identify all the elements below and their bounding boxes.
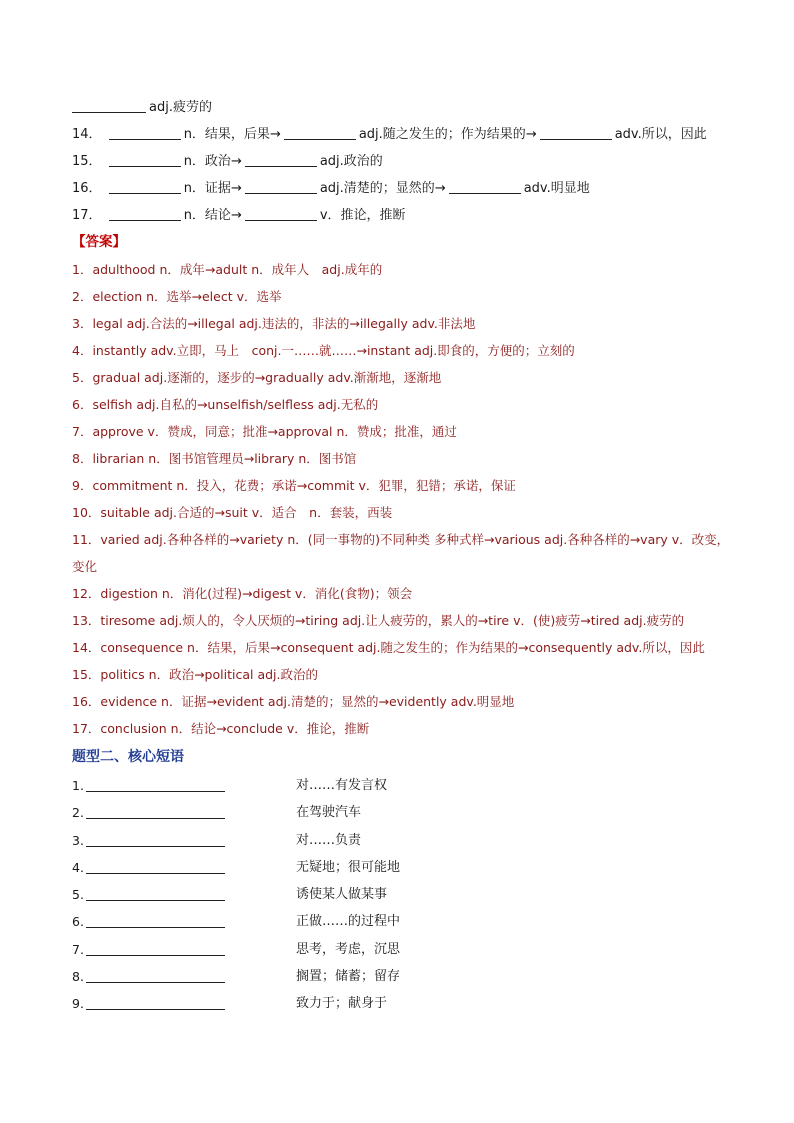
phrase-blank[interactable] [86, 968, 225, 983]
answer-item: 12．digestion n．消化(过程)→digest v．消化(食物)；领会 [72, 586, 413, 601]
phrase-row [72, 854, 732, 881]
answer-list [72, 256, 732, 742]
question-text: adj.政治的 [319, 154, 383, 169]
phrase-number: 8. [72, 969, 84, 985]
question-text: n．结果，后果 [183, 127, 270, 142]
phrase-meaning: 对……有发言权 [296, 778, 388, 793]
phrase-row [72, 772, 732, 799]
answer-blank[interactable] [245, 151, 317, 167]
vocab-questions [72, 94, 732, 229]
question-text: adv.明显地 [523, 181, 590, 196]
phrase-list [72, 772, 732, 1018]
worksheet-page [72, 94, 732, 1018]
phrase-number: 5. [72, 887, 84, 903]
question-number: 17． [72, 208, 106, 223]
answer-blank[interactable] [449, 178, 521, 194]
answer-blank[interactable] [109, 151, 181, 167]
phrase-blank[interactable] [86, 913, 225, 928]
phrase-meaning: 无疑地；很可能地 [296, 859, 401, 875]
answer-blank[interactable] [72, 97, 146, 113]
phrase-meaning: 思考，考虑，沉思 [296, 941, 401, 957]
phrase-blank[interactable] [86, 804, 225, 819]
phrase-number: 1. [72, 778, 84, 793]
arrow-icon: → [230, 154, 242, 169]
answer-blank[interactable] [284, 124, 356, 140]
question-text: adj.随之发生的；作为结果的 [358, 127, 526, 142]
answer-item: 4．instantly adv.立即，马上 conj.一……就……→instant adj.即食的，方便的；立刻的 [72, 343, 575, 358]
phrase-row [72, 936, 732, 963]
question-row [72, 148, 732, 175]
answer-item: 5．gradual adj.逐渐的，逐步的→gradually adv.渐渐地，逐渐地 [72, 370, 442, 385]
answer-item: 11．varied adj.各种各样的→variety n．(同一事物的)不同种类 多种式样→various adj.各种各样的→vary v．改变，变化 [72, 532, 730, 574]
answer-item: 2．election n．选举→elect v．选举 [72, 289, 282, 304]
answer-blank[interactable] [245, 205, 317, 221]
phrase-number: 6. [72, 914, 84, 930]
answer-item: 17．conclusion n．结论→conclude v．推论，推断 [72, 721, 370, 736]
answer-item: 1．adulthood n．成年→adult n．成年人 adj.成年的 [72, 262, 383, 277]
answer-item: 15．politics n．政治→political adj.政治的 [72, 667, 318, 682]
phrase-row [72, 990, 732, 1017]
arrow-icon: → [269, 127, 281, 142]
question-text: n．政治 [183, 154, 231, 169]
arrow-icon: → [230, 208, 242, 223]
phrase-number: 2. [72, 805, 84, 821]
phrase-meaning: 致力于；献身于 [296, 996, 388, 1012]
question-text: n．证据 [183, 181, 231, 196]
answer-item: 7．approve v．赞成，同意；批准→approval n．赞成；批准，通过 [72, 424, 457, 439]
phrase-blank[interactable] [86, 859, 225, 874]
phrase-meaning: 对……负责 [296, 832, 362, 848]
answer-item: 3．legal adj.合法的→illegal adj.违法的，非法的→illegally adv.非法地 [72, 316, 476, 331]
phrase-blank[interactable] [86, 832, 225, 847]
phrase-row [72, 908, 732, 935]
answer-item: 14．consequence n．结果，后果→consequent adj.随之发生的；作为结果的→consequently adv.所以，因此 [72, 640, 705, 655]
answer-item: 10．suitable adj.合适的→suit v．适合 n．套装，西装 [72, 505, 393, 520]
phrase-meaning: 搁置；储蓄；留存 [296, 969, 401, 985]
phrase-blank[interactable] [86, 941, 225, 956]
phrase-row [72, 799, 732, 826]
question-text: adj.清楚的；显然的 [319, 181, 435, 196]
arrow-icon: → [434, 181, 446, 196]
question-text: v．推论，推断 [319, 208, 406, 223]
answer-item: 8．librarian n．图书馆管理员→library n．图书馆 [72, 451, 357, 466]
question-row [72, 202, 732, 229]
question-row [72, 175, 732, 202]
answer-item: 16．evidence n．证据→evident adj.清楚的；显然的→evidently adv.明显地 [72, 694, 515, 709]
question-number: 14． [72, 127, 106, 142]
question-text: n．结论 [183, 208, 231, 223]
phrase-meaning: 诱使某人做某事 [296, 887, 388, 903]
question-text: adj.疲劳的 [149, 100, 212, 115]
phrase-number: 4. [72, 859, 84, 875]
answer-item: 13．tiresome adj.烦人的，令人厌烦的→tiring adj.让人疲劳的，累人的→tire v．(使)疲劳→tired adj.疲劳的 [72, 613, 685, 628]
question-number: 16． [72, 181, 106, 196]
arrow-icon: → [525, 127, 537, 142]
phrase-blank[interactable] [86, 995, 225, 1010]
question-text: adv.所以，因此 [614, 127, 707, 142]
phrase-meaning: 在驾驶汽车 [296, 805, 362, 821]
phrase-blank[interactable] [86, 886, 225, 901]
phrase-row [72, 963, 732, 990]
question-row [72, 121, 732, 148]
section-title: 题型二、核心短语 [72, 749, 184, 765]
answer-blank[interactable] [245, 178, 317, 194]
arrow-icon: → [230, 181, 242, 196]
phrase-row [72, 827, 732, 854]
phrase-number: 9. [72, 996, 84, 1012]
phrase-meaning: 正做……的过程中 [296, 914, 401, 930]
answer-item: 6．selfish adj.自私的→unselfish/selfless adj.无私的 [72, 397, 379, 412]
answer-blank[interactable] [109, 205, 181, 221]
answer-blank[interactable] [109, 178, 181, 194]
phrase-number: 7. [72, 941, 84, 957]
answer-item: 9．commitment n．投入，花费；承诺→commit v．犯罪，犯错；承诺，保证 [72, 478, 516, 493]
phrase-number: 3. [72, 832, 84, 848]
phrase-blank[interactable] [86, 777, 225, 792]
phrase-row [72, 881, 732, 908]
question-row [72, 94, 732, 121]
answer-blank[interactable] [540, 124, 612, 140]
answer-blank[interactable] [109, 124, 181, 140]
answer-header: 【答案】 [72, 234, 126, 250]
question-number: 15． [72, 154, 106, 169]
